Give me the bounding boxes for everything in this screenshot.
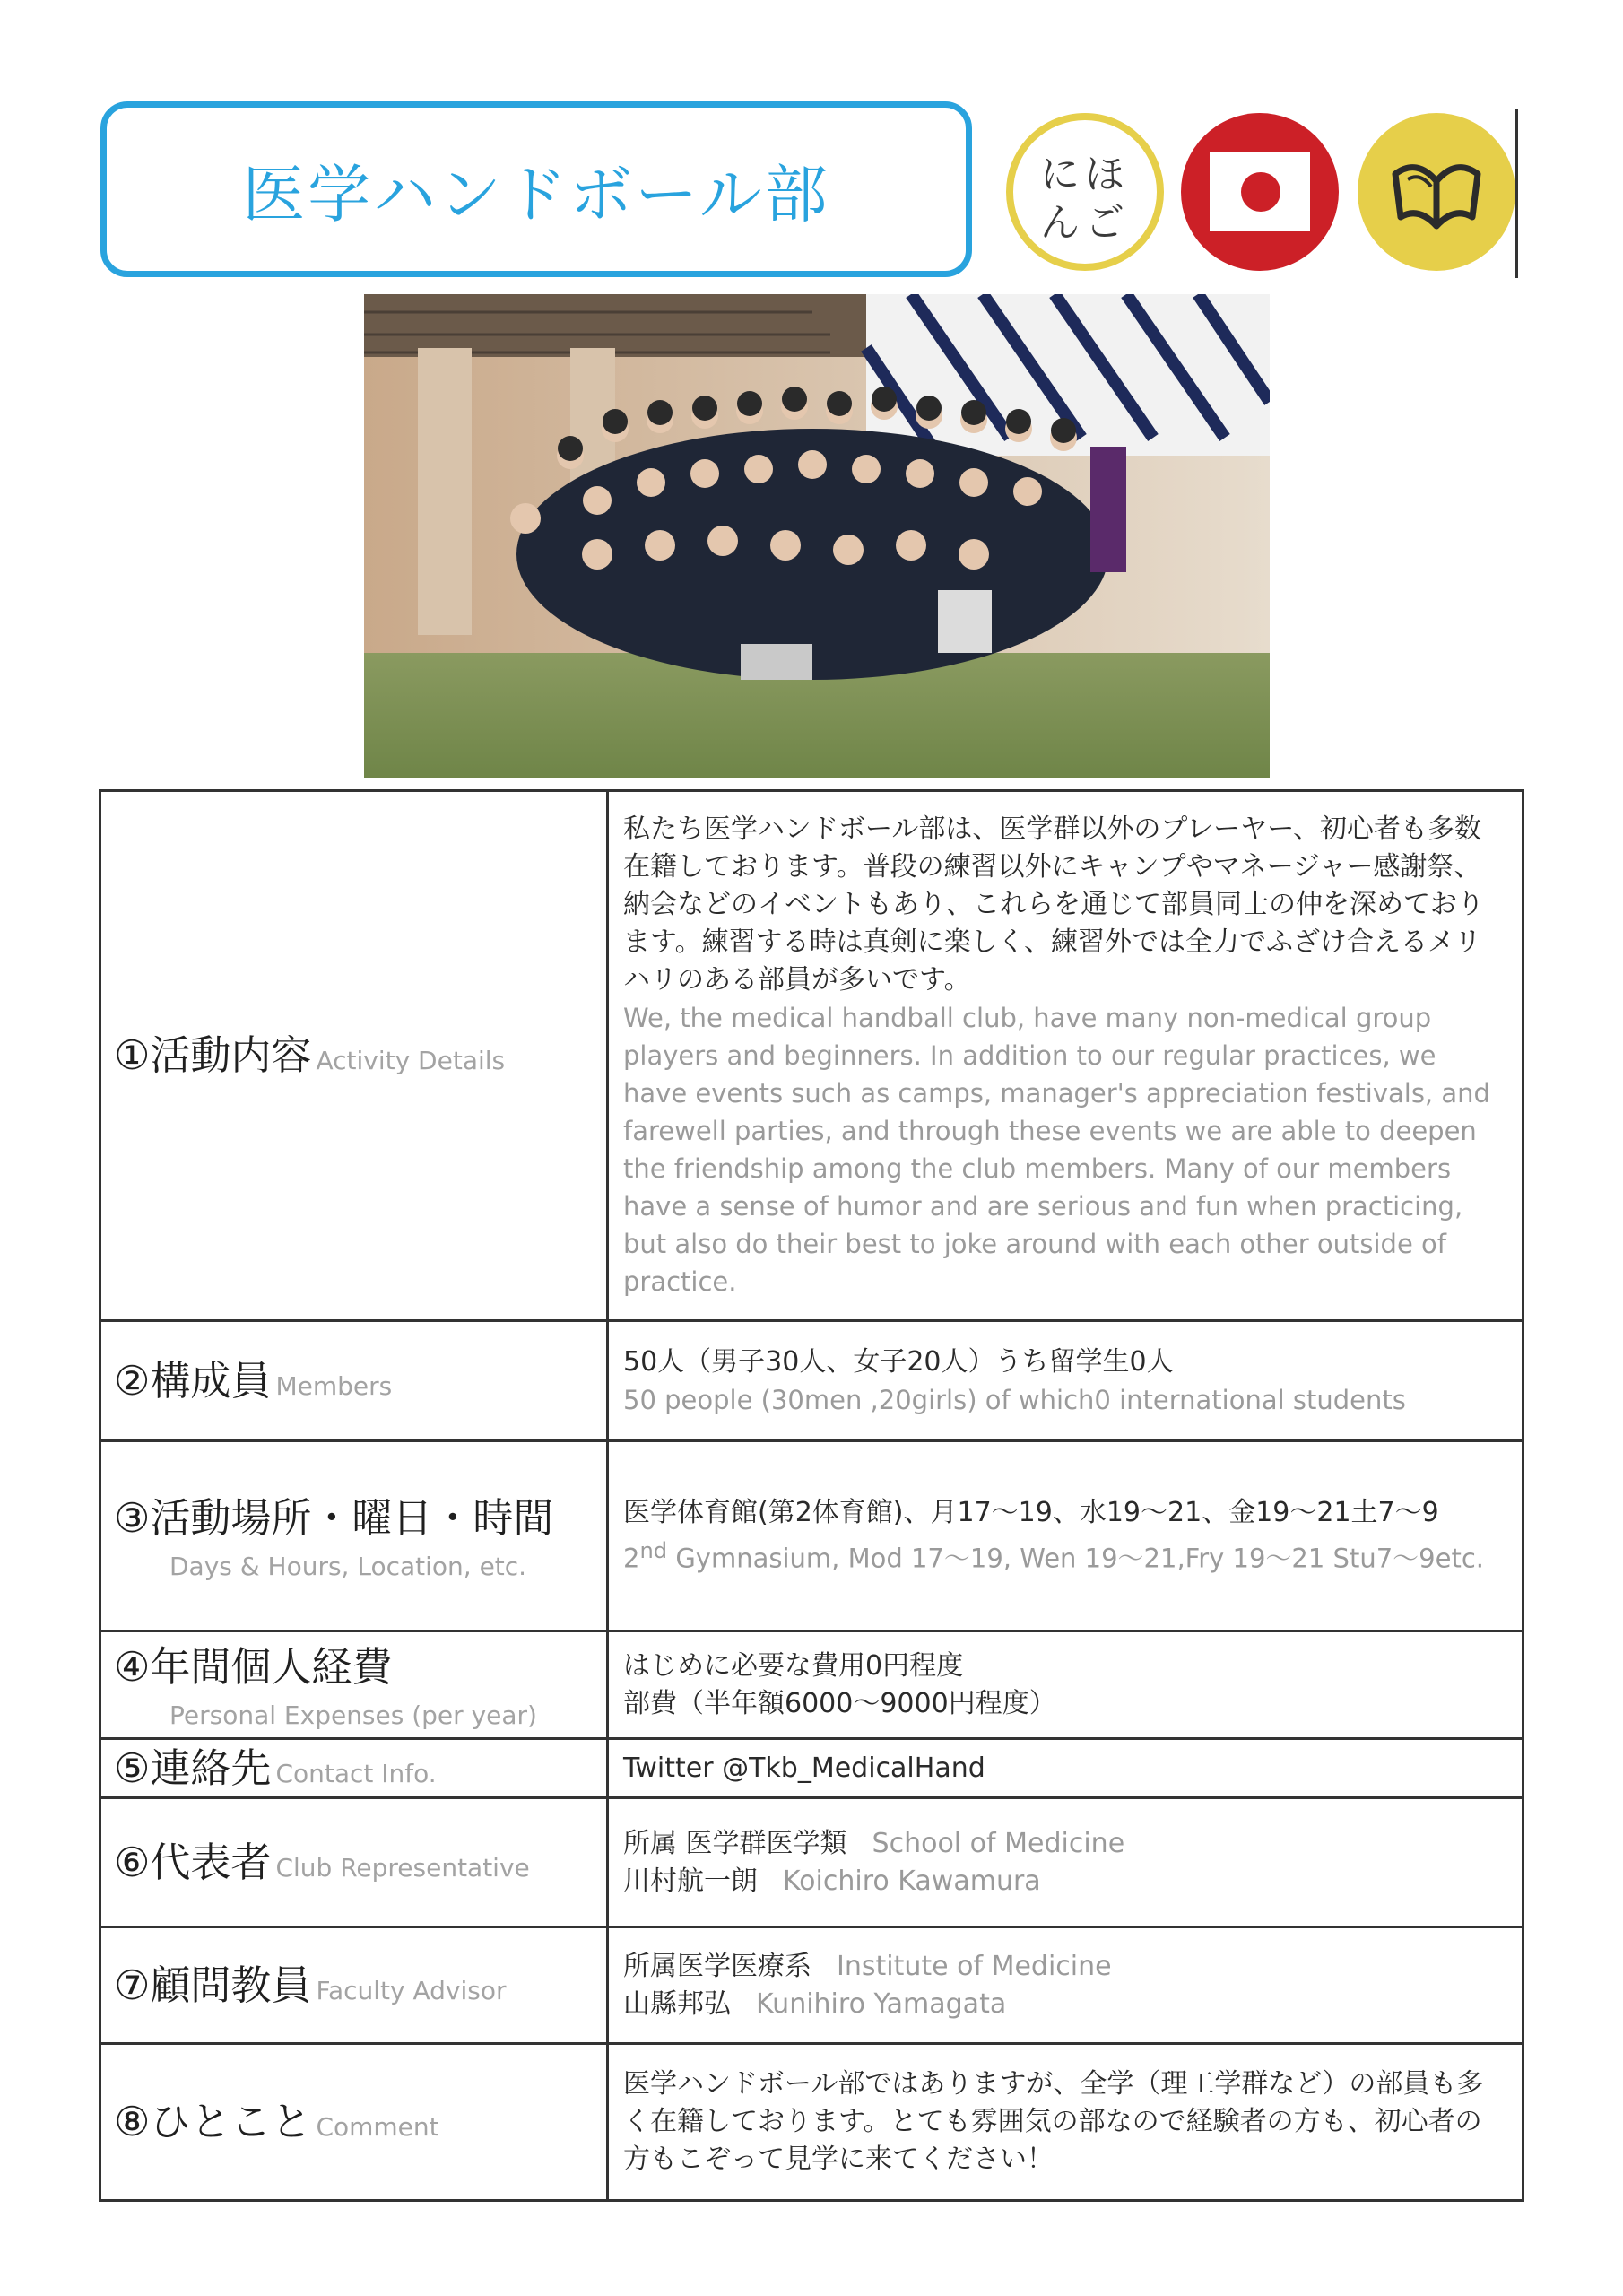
content-cell [608, 1739, 1523, 1798]
label-cell [100, 1927, 608, 2044]
row-comment [100, 2044, 1523, 2201]
beginner-mark-svg [1381, 138, 1492, 249]
advisor-name-en: Kunihiro Yamagata [756, 1987, 1007, 2020]
contact-label: ⑤連絡先 [114, 1744, 272, 1792]
label-cell [100, 1798, 608, 1927]
content-cell [608, 2044, 1523, 2201]
representative-name-ja: 川村航一朗 [623, 1865, 758, 1897]
expenses-label-en: Personal Expenses (per year) [169, 1700, 537, 1730]
members-en: 50 people (30men ,20girls) of which0 international students [623, 1384, 1406, 1415]
label-cell [100, 1739, 608, 1798]
beginner-mark-icon [1358, 113, 1515, 271]
advisor-name [623, 1986, 1507, 2023]
nihongo-badge-line1: にほ [1040, 152, 1130, 197]
representative-name-en: Koichiro Kawamura [783, 1865, 1041, 1897]
advisor-label: ⑦顧問教員 [114, 1961, 312, 2009]
advisor-affiliation [623, 1948, 1507, 1986]
activity-ja: 私たち医学ハンドボール部は、医学群以外のプレーヤー、初心者も多数在籍しております。普段の練習以外にキャンプやマネージャー感謝祭、納会などのイベントもあり、これらを通じて部員同士の仲を深めております。練習する時は真剣に楽しく、練習外では全力でふざけ合えるメリハリのある部員が多いです。 [623, 813, 1484, 996]
row-members [100, 1321, 1523, 1441]
members-label: ②構成員 [114, 1356, 272, 1405]
representative-label-en: Club Representative [275, 1852, 530, 1883]
label-cell [100, 1441, 608, 1631]
row-contact [100, 1739, 1523, 1798]
expenses-line2: 部費（半年額6000～9000円程度） [623, 1687, 1056, 1719]
schedule-en-pre: 2 [623, 1543, 640, 1574]
label-cell [100, 1321, 608, 1441]
label-cell [100, 2044, 608, 2201]
edge-divider [1515, 109, 1518, 278]
row-schedule [100, 1441, 1523, 1631]
title-box [100, 101, 972, 277]
label-cell [100, 1631, 608, 1739]
advisor-label-en: Faculty Advisor [316, 1975, 507, 2005]
label-cell [100, 791, 608, 1321]
club-info-table [99, 789, 1524, 2202]
row-advisor [100, 1927, 1523, 2044]
activity-label-en: Activity Details [316, 1046, 506, 1075]
schedule-en-post: Gymnasium, Mod 17～19, Wen 19～21,Fry 19～21 Stu7～9etc. [667, 1543, 1484, 1574]
contact-label-en: Contact Info. [275, 1758, 437, 1788]
row-activity [100, 791, 1523, 1321]
content-cell [608, 1631, 1523, 1739]
representative-name [623, 1863, 1507, 1900]
schedule-en-sup: nd [639, 1538, 668, 1564]
row-representative [100, 1798, 1523, 1927]
flag-field [1210, 152, 1310, 231]
representative-label: ⑥代表者 [114, 1838, 272, 1886]
members-ja: 50人（男子30人、女子20人）うち留学生0人 [623, 1345, 1174, 1378]
activity-en: We, the medical handball club, have many non-medical group players and beginners. In addition to our regular practices, we have events such as camps, manager's appreciation festivals, and farewell parties, and through these events we are able to deepen the friendship among the club members. Many of our members have a sense of humor and are serious and fun when practicing, but also do their best to joke around with each other outside of practice. [623, 1003, 1490, 1297]
advisor-affiliation-en: Institute of Medicine [837, 1950, 1112, 1982]
schedule-en [623, 1532, 1507, 1578]
representative-affiliation-ja: 所属 医学群医学類 [623, 1827, 847, 1859]
expenses-label: ④年間個人経費 [114, 1643, 393, 1691]
japan-flag-icon [1181, 113, 1339, 271]
advisor-name-ja: 山縣邦弘 [623, 1987, 731, 2020]
content-cell [608, 1441, 1523, 1631]
expenses-line1: はじめに必要な費用0円程度 [623, 1649, 964, 1682]
group-photo [364, 294, 1270, 778]
nihongo-badge-line2: んご [1040, 200, 1130, 246]
schedule-label-en: Days & Hours, Location, etc. [169, 1552, 527, 1581]
comment-label-en: Comment [316, 2112, 439, 2142]
content-cell [608, 791, 1523, 1321]
members-label-en: Members [275, 1370, 393, 1401]
row-expenses [100, 1631, 1523, 1739]
comment-ja: 医学ハンドボール部ではありますが、全学（理工学群など）の部員も多く在籍しております。とても雰囲気の部なので経験者の方も、初心者の方もこぞって見学に来てください！ [623, 2068, 1484, 2175]
contact-value: Twitter @Tkb_MedicalHand [623, 1752, 985, 1784]
content-cell [608, 1927, 1523, 2044]
schedule-ja: 医学体育館(第2体育館)、月17～19、水19～21、金19～21土7～9 [623, 1497, 1439, 1529]
content-cell [608, 1321, 1523, 1441]
comment-label: ⑧ひとこと [114, 2098, 312, 2145]
page-title: 医学ハンドボール部 [242, 157, 830, 231]
activity-label: ①活動内容 [114, 1031, 312, 1079]
representative-affiliation [623, 1825, 1507, 1863]
flag-sun [1241, 172, 1280, 212]
content-cell [608, 1798, 1523, 1927]
representative-affiliation-en: School of Medicine [872, 1827, 1125, 1859]
nihongo-badge [1006, 113, 1164, 271]
advisor-affiliation-ja: 所属医学医療系 [623, 1950, 812, 1982]
schedule-label: ③活動場所・曜日・時間 [114, 1494, 554, 1542]
